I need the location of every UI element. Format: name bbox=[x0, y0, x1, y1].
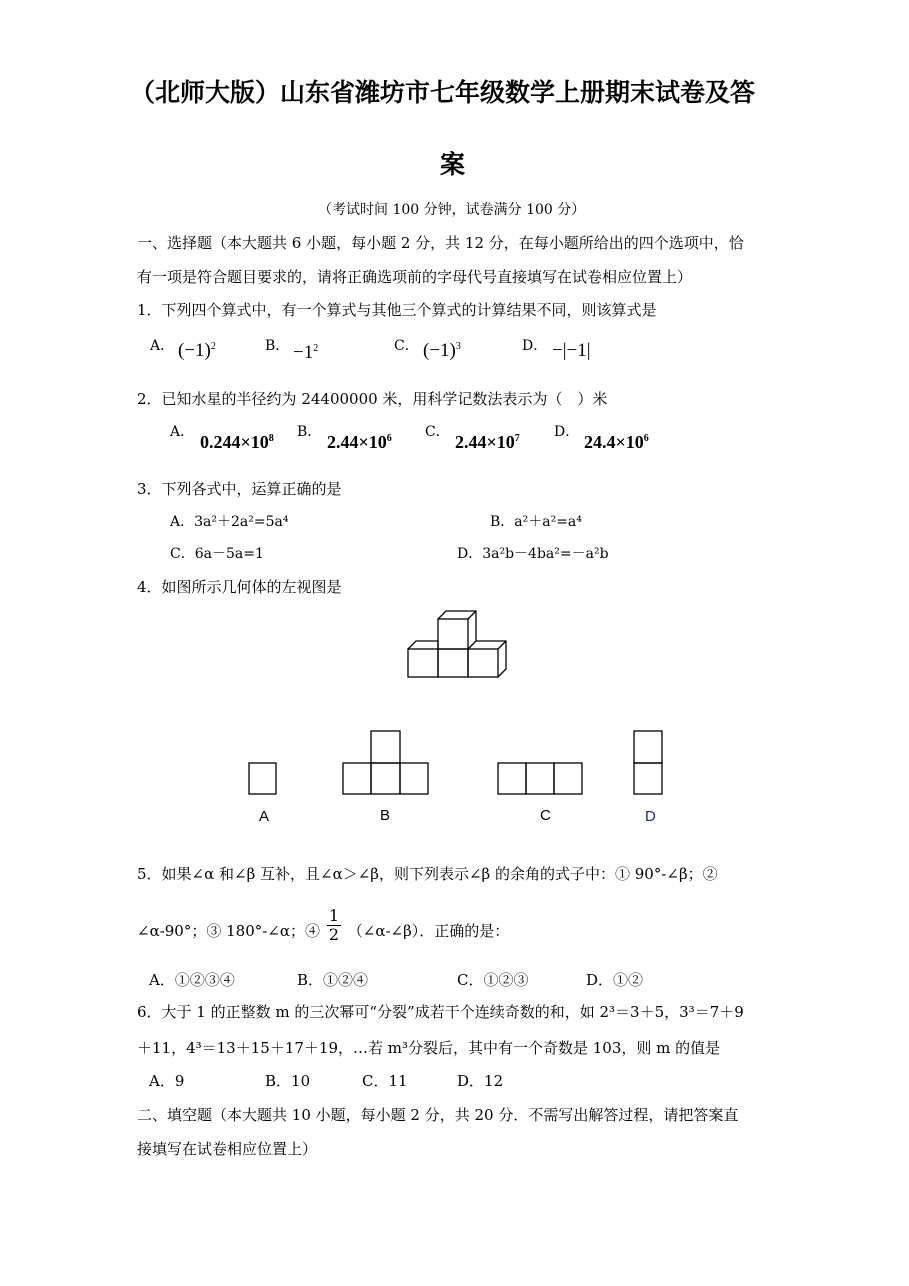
q6-stem-line1: 6．大于 1 的正整数 m 的三次幂可“分裂”成若干个连续奇数的和，如 2³＝3＋5，3³＝7＋9 bbox=[137, 1003, 744, 1021]
q3-option-a: A．3a²＋2a²=5a⁴ bbox=[170, 514, 289, 530]
q3-option-d: D．3a²b－4ba²=－a²b bbox=[457, 546, 609, 562]
q1-option-d: −|−1| bbox=[552, 340, 591, 361]
q4-option-c-label: C bbox=[540, 807, 551, 824]
q1-option-c: $(-1)^3$ bbox=[423, 340, 461, 361]
q4-solid-figure bbox=[400, 610, 520, 685]
q2-option-c: $2.44\times 10^7$ bbox=[455, 432, 520, 452]
q4-option-d-view bbox=[633, 730, 665, 796]
q5-stem-line2: ∠α-90°；③ 180°-∠α；④ $\frac{1}{2}$ （∠α-∠β）．正确的是： bbox=[137, 905, 510, 944]
q2-label-d: D． bbox=[554, 424, 580, 440]
q4-stem: 4．如图所示几何体的左视图是 bbox=[137, 578, 342, 596]
page-title-line1: （北师大版）山东省潍坊市七年级数学上册期末试卷及答 bbox=[130, 78, 756, 107]
q2-label-b: B． bbox=[297, 424, 322, 440]
q6-option-b: B．10 bbox=[265, 1072, 311, 1090]
q3-option-c: C．6a－5a=1 bbox=[170, 546, 264, 562]
q1-label-b: B． bbox=[265, 338, 290, 354]
section1-heading-line2: 有一项是符合题目要求的，请将正确选项前的字母代号直接填写在试卷相应位置上） bbox=[137, 268, 693, 286]
q6-option-a: A．9 bbox=[149, 1072, 185, 1090]
q2-stem: 2．已知水星的半径约为 24400000 米，用科学记数法表示为（ ）米 bbox=[137, 390, 608, 408]
q5-fraction-numerator: 1 bbox=[328, 905, 339, 925]
q1-stem: 1．下列四个算式中，有一个算式与其他三个算式的计算结果不同，则该算式是 bbox=[137, 301, 657, 319]
q2-option-a: $0.244\times 10^8$ bbox=[200, 432, 274, 452]
q4-option-b-label: B bbox=[380, 807, 391, 824]
q6-option-d: D．12 bbox=[457, 1072, 504, 1090]
q2-label-c: C． bbox=[425, 424, 450, 440]
q6-stem-line2: ＋11，4³＝13＋15＋17＋19，…若 m³分裂后，其中有一个奇数是 103，则 m 的值是 bbox=[137, 1039, 721, 1057]
q5-stem-line1: 5．如果∠α 和∠β 互补，且∠α＞∠β，则下列表示∠β 的余角的式子中：① 90°-∠β；② bbox=[137, 865, 718, 883]
q3-option-b: B．a²＋a²=a⁴ bbox=[490, 514, 582, 530]
q4-option-c-view bbox=[497, 762, 587, 796]
exam-subtitle: （考试时间 100 分钟，试卷满分 100 分） bbox=[318, 202, 586, 218]
q5-option-a: A．①②③④ bbox=[149, 971, 235, 989]
q4-option-d-label: D bbox=[645, 808, 656, 825]
q2-option-b: $2.44\times 10^6$ bbox=[327, 432, 392, 452]
q1-option-b: $-1^2$ bbox=[293, 342, 319, 363]
q1-label-d: D． bbox=[522, 338, 548, 354]
q4-option-a-label: A bbox=[259, 808, 270, 825]
q4-option-a-view bbox=[248, 762, 278, 796]
q2-label-a: A． bbox=[170, 424, 195, 440]
q5-option-d: D．①② bbox=[586, 971, 644, 989]
q5-fraction-denominator: 2 bbox=[328, 924, 339, 944]
q4-option-b-view bbox=[342, 730, 432, 796]
section1-heading-line1: 一、选择题（本大题共 6 小题，每小题 2 分，共 12 分，在每小题所给出的四个选项中，恰 bbox=[137, 234, 744, 252]
page-title-line2: 案 bbox=[440, 150, 466, 179]
q5-option-c: C．①②③ bbox=[457, 971, 529, 989]
q1-option-a: $(-1)^2$ bbox=[178, 340, 216, 361]
q5-option-b: B．①②④ bbox=[297, 971, 369, 989]
section2-heading-line2: 接填写在试卷相应位置上） bbox=[137, 1140, 318, 1158]
q1-label-a: A． bbox=[150, 338, 175, 354]
q6-option-c: C．11 bbox=[362, 1072, 408, 1090]
q2-option-d: $24.4\times 10^6$ bbox=[584, 432, 649, 452]
q1-label-c: C． bbox=[394, 338, 419, 354]
q3-stem: 3．下列各式中，运算正确的是 bbox=[137, 480, 342, 498]
section2-heading-line1: 二、填空题（本大题共 10 小题，每小题 2 分，共 20 分．不需写出解答过程，请把答案直 bbox=[137, 1106, 739, 1124]
